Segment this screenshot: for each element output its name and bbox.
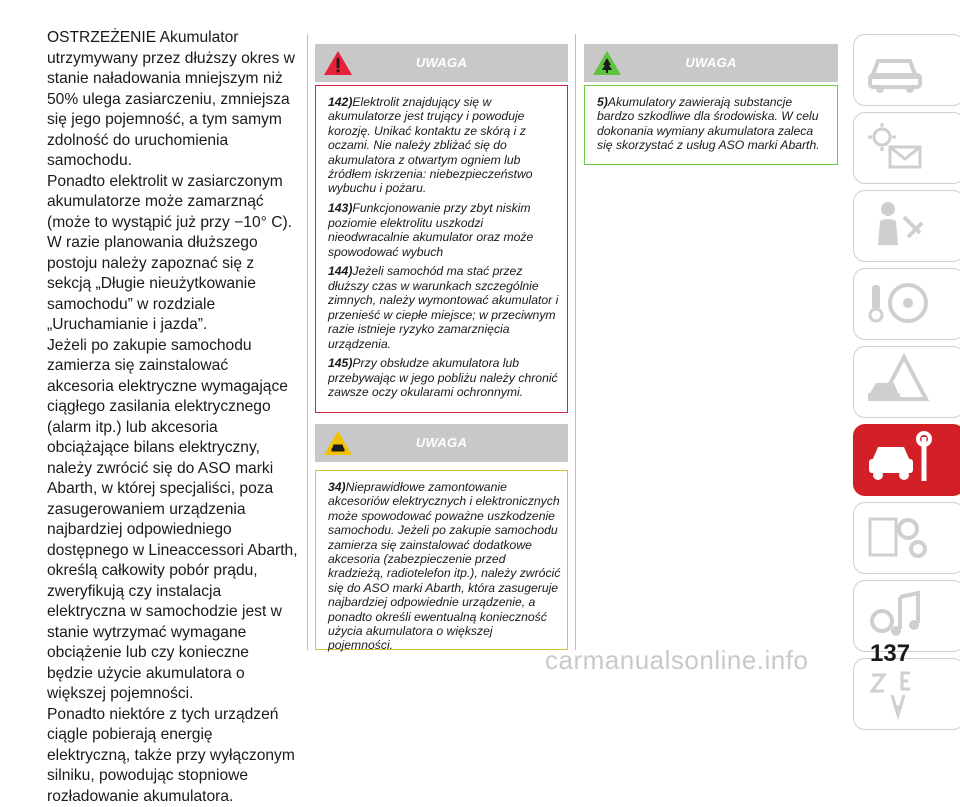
tab-starting-driving[interactable] bbox=[853, 268, 960, 340]
danger-warning-header bbox=[315, 44, 568, 82]
technical-data-gears-icon bbox=[864, 509, 934, 565]
roadside-emergency-icon bbox=[864, 353, 934, 409]
tab-emergency[interactable] bbox=[853, 346, 960, 418]
multimedia-music-icon bbox=[864, 587, 934, 643]
warning-item: 5)Akumulatory zawierają substancje bardzo szkodliwe dla środowiska. W celu dokonania wymiany akumulatora zaleca się skorzystać z usług ASO marki Abarth. bbox=[597, 95, 831, 153]
paragraph-electrolyte-freeze: Ponadto elektrolit w zasiarczonym akumulatorze może zamarznąć (może to wystąpić już przy −10° C). W razie planowania dłuższego postoju należy zapoznać się z sekcją „Długie nieużytkowanie samochodu” w rozdziale „Uruchamianie i jazda”. bbox=[47, 172, 299, 336]
tab-technical-data[interactable] bbox=[853, 502, 960, 574]
caution-warning-header bbox=[315, 424, 568, 462]
paragraph-continuous-drain: Ponadto niektóre z tych urządzeń ciągle pobierają energię elektryczną, także przy wyłączonym silniku, powodując stopniowe rozładowanie akumulatora. bbox=[47, 705, 299, 807]
tab-safety[interactable] bbox=[853, 190, 960, 262]
warning-item: 143)Funkcjonowanie przy zbyt niskim poziomie elektrolitu uszkodzi nieodwracalnie akumulator oraz może spowodować wybuch bbox=[328, 201, 561, 259]
car-maintenance-wrench-icon bbox=[864, 431, 944, 487]
environment-warning-header bbox=[584, 44, 838, 82]
tab-dashboard[interactable] bbox=[853, 34, 960, 106]
paragraph-battery-warning: OSTRZEŻENIE Akumulator utrzymywany przez dłuższy okres w stanie naładowania mniejszym niż 50% ulega zasiarczeniu, zmniejsza się jego pojemność, a tym samym zdolność do uruchomienia samochodu. bbox=[47, 28, 299, 172]
environment-warning-title: UWAGA bbox=[584, 44, 838, 82]
warning-item: 142)Elektrolit znajdujący się w akumulatorze jest trujący i powoduje korozję. Unikać kontaktu ze skórą i z oczami. Nie należy zbliżać się do akumulatora z otwartym ogniem lub źródłem iskrzenia: niebezpieczeństwo wybuchu i pożaru. bbox=[328, 95, 561, 196]
environment-warning-body bbox=[584, 85, 838, 165]
key-steering-wheel-icon bbox=[864, 275, 934, 331]
paragraph-accessories: Jeżeli po zakupie samochodu zamierza się zainstalować akcesoria elektryczne wymagające ciągłego zasilania elektrycznego (alarm itp.) lub akcesoria obciążające bilans elektryczny, należy zwrócić się do ASO marki Abarth, w której specjaliści, poza zasugerowaniem urządzenia najbardziej odpowiedniego dostępnego w Lineaccessori Abarth, określą całkowity pobór prądu, zweryfikują czy instalacja elektryczna w samochodzie jest w stanie wytrzymać wymagane obciążenie lub czy konieczne będzie użycie akumulatora o większej pojemności. bbox=[47, 336, 299, 705]
page-number: 137 bbox=[870, 640, 910, 668]
watermark: carmanualsonline.info bbox=[545, 645, 808, 676]
tab-warning-lights[interactable] bbox=[853, 112, 960, 184]
warning-item: 34)Nieprawidłowe zamontowanie akcesoriów elektrycznych i elektronicznych może spowodować poważne uszkodzenie samochodu. Jeżeli po zakupie samochodu zamierza się zainstalować dodatkowe akcesoria (zabezpieczenie przed kradzieżą, radiotelefon itp.), należy zwrócić się do ASO marki Abarth, która zasugeruje najbardziej odpowiednie urządzenie, a ponadto określi ewentualną konieczność użycia akumulatora o większej pojemności. bbox=[328, 480, 561, 653]
caution-warning-title: UWAGA bbox=[315, 424, 568, 462]
warning-item: 145)Przy obsłudze akumulatora lub przebywając w jego pobliżu należy chronić zawsze oczy okularami ochronnymi. bbox=[328, 356, 561, 399]
caution-warning-body bbox=[315, 470, 568, 650]
column-divider-right bbox=[575, 34, 576, 650]
danger-warning-title: UWAGA bbox=[315, 44, 568, 82]
column-divider-left bbox=[307, 34, 308, 650]
car-dashboard-icon bbox=[864, 41, 934, 97]
main-text-column bbox=[47, 28, 299, 807]
tab-maintenance[interactable] bbox=[853, 424, 960, 496]
alphabetical-index-icon bbox=[864, 665, 934, 721]
warning-lights-icon bbox=[864, 119, 934, 175]
danger-warning-body bbox=[315, 85, 568, 413]
warning-item: 144)Jeżeli samochód ma stać przez dłuższy czas w warunkach szczególnie zimnych, należy wymontować akumulator i przenieść w ciepłe miejsce; w przeciwnym razie istnieje ryzyko zamarznięcia urządzenia. bbox=[328, 264, 561, 350]
seatbelt-safety-icon bbox=[864, 197, 934, 253]
tab-index[interactable] bbox=[853, 658, 960, 730]
